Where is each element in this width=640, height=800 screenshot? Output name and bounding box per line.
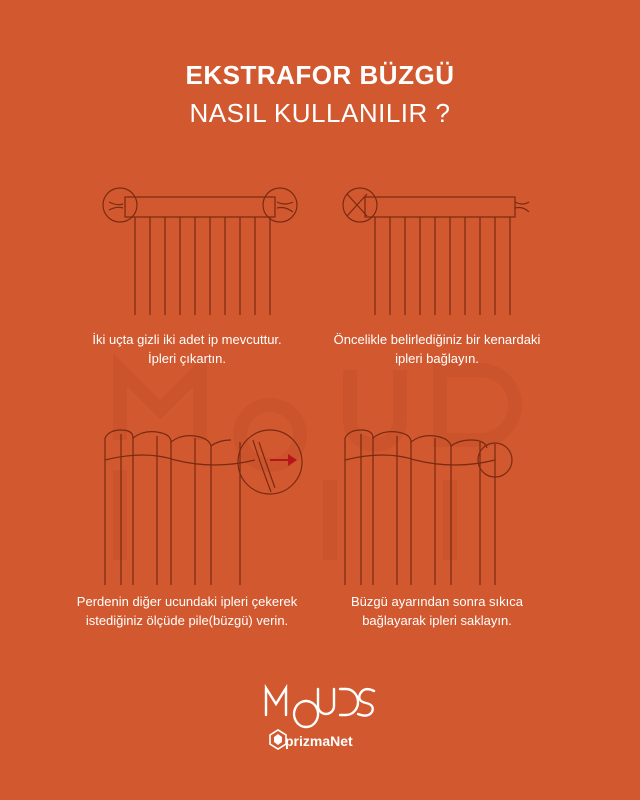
- step-2-line-2: ipleri bağlayın.: [395, 351, 479, 366]
- step-1-line-2: İpleri çıkartın.: [147, 351, 227, 366]
- sub-brand-name: prizmaNet: [285, 733, 353, 749]
- step-1-illustration: [95, 180, 305, 320]
- step-3-line-1: Perdenin diğer ucundaki ipleri çekerek: [76, 594, 298, 609]
- prizmanet-logo-icon: [270, 730, 286, 749]
- page-title: EKSTRAFOR BÜZGÜ: [185, 60, 455, 90]
- step-1-caption: [52, 330, 322, 368]
- step-4-caption: [302, 592, 572, 630]
- step-4-line-1: Büzgü ayarından sonra sıkıca: [351, 594, 523, 609]
- step-2-caption: [302, 330, 572, 368]
- step-3-caption: [52, 592, 322, 630]
- knot-detail-circle: [343, 188, 377, 222]
- step-3-line-2: istediğiniz ölçüde pile(büzgü) verin.: [85, 613, 289, 628]
- step-2-line-1: Öncelikle belirlediğiniz bir kenardaki: [333, 332, 541, 347]
- right-detail-circle: [263, 188, 297, 222]
- step-3-illustration: [95, 420, 315, 590]
- pull-arrow-icon: [270, 454, 297, 466]
- step-4-illustration: [335, 420, 545, 590]
- page-subtitle: NASIL KULLANILIR ?: [189, 98, 451, 128]
- step-1-line-1: İki uçta gizli iki adet ip mevcuttur.: [92, 332, 282, 347]
- step-2-illustration: [335, 180, 545, 320]
- step-4-line-2: bağlayarak ipleri saklayın.: [362, 613, 512, 628]
